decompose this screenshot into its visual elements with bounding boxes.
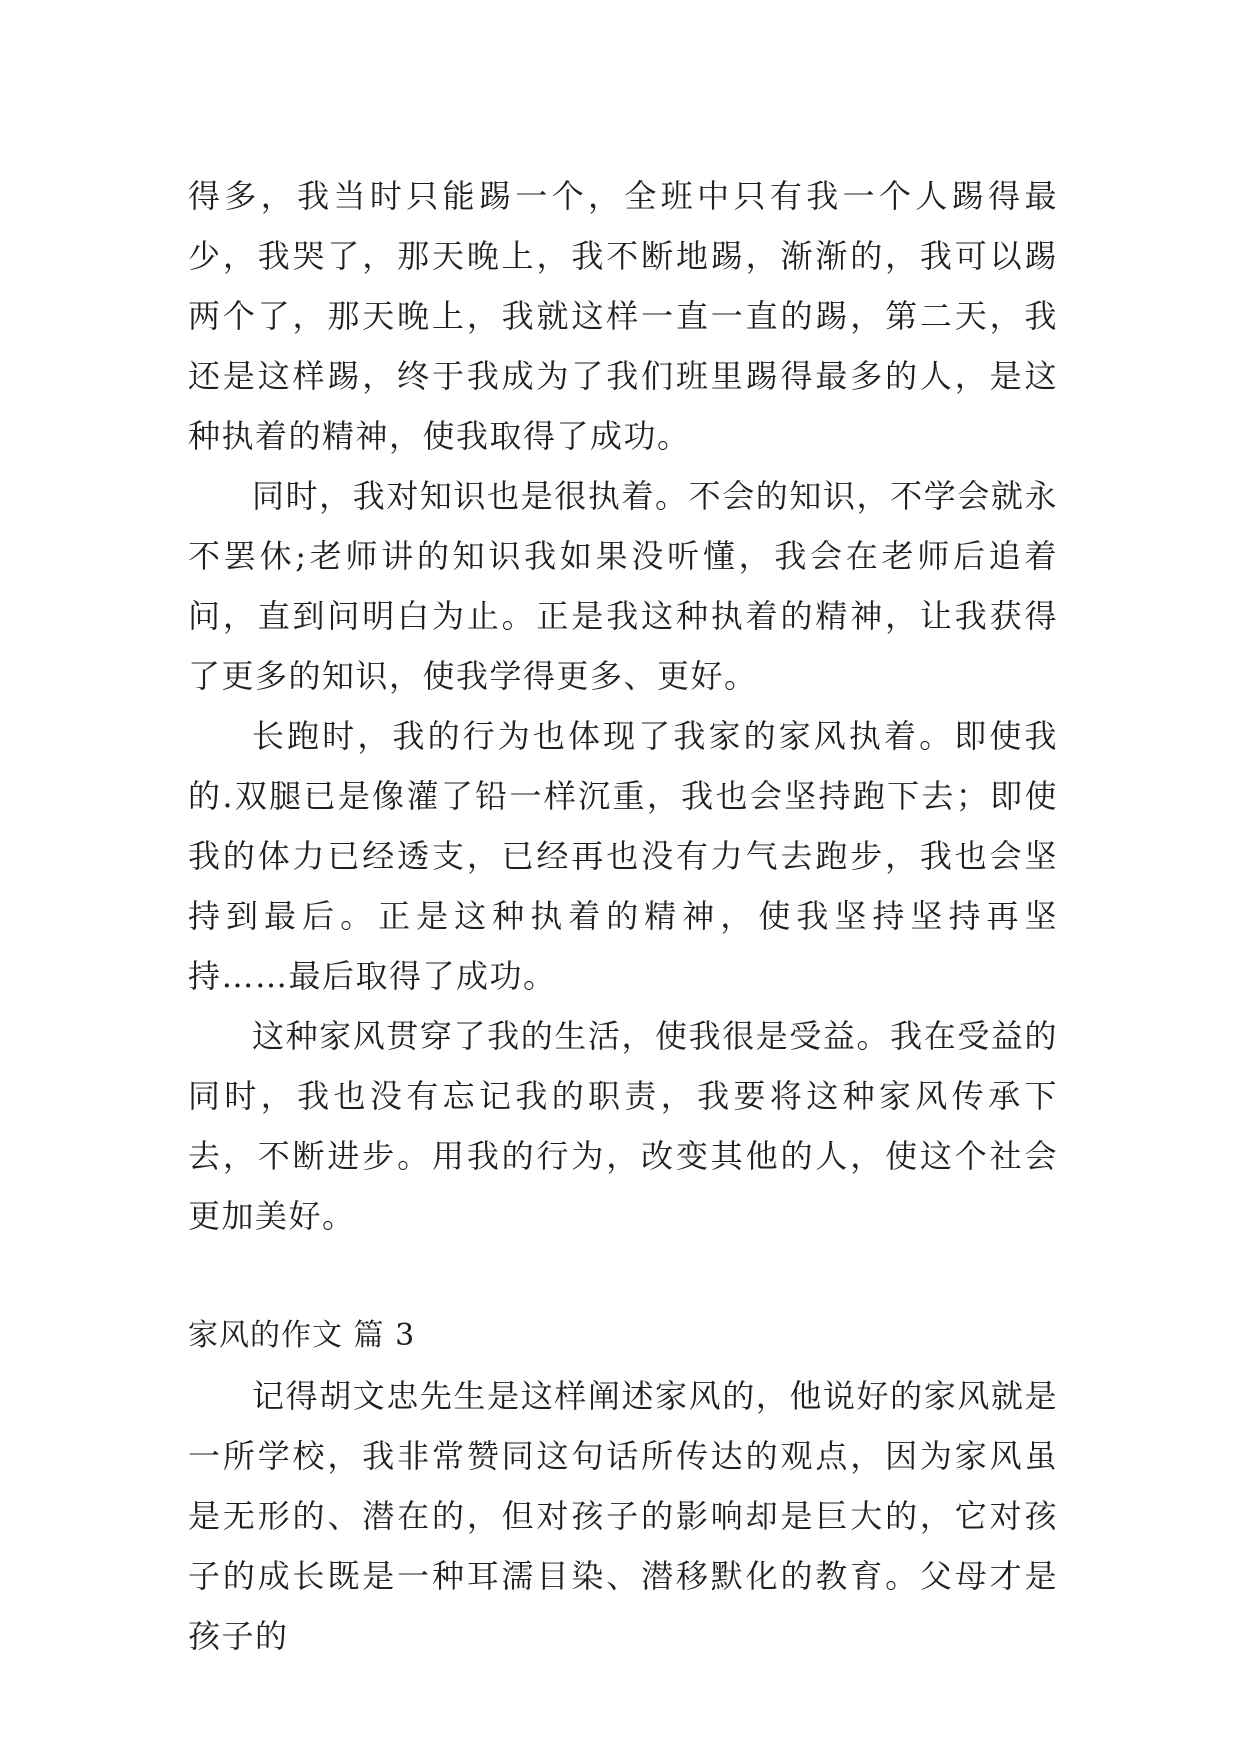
paragraph-continued: 得多，我当时只能踢一个，全班中只有我一个人踢得最少，我哭了，那天晚上，我不断地踢，渐渐的，我可以踢两个了，那天晚上，我就这样一直一直的踢，第二天，我还是这样踢，终于我成为了我们班里踢得最多的人，是这种执着的精神，使我取得了成功。 [188, 177, 1058, 455]
section-spacer [188, 1246, 1058, 1306]
paragraph-running: 长跑时，我的行为也体现了我家的家风执着。即使我的.双腿已是像灌了铅一样沉重，我也会坚持跑下去；即使我的体力已经透支，已经再也没有力气去跑步，我也会坚持到最后。正是这种执着的精神，使我坚持坚持再坚持……最后取得了成功。 [188, 717, 1058, 995]
paragraph-knowledge: 同时，我对知识也是很执着。不会的知识，不学会就永不罢休;老师讲的知识我如果没听懂，我会在老师后追着问，直到问明白为止。正是我这种执着的精神，让我获得了更多的知识，使我学得更多、更好。 [188, 477, 1058, 695]
section-title: 家风的作文 篇 3 [188, 1318, 416, 1353]
paragraph-family-tradition: 这种家风贯穿了我的生活，使我很是受益。我在受益的同时，我也没有忘记我的职责，我要将这种家风传承下去，不断进步。用我的行为，改变其他的人，使这个社会更加美好。 [188, 1017, 1058, 1235]
paragraph-section-3: 记得胡文忠先生是这样阐述家风的，他说好的家风就是一所学校，我非常赞同这句话所传达的观点，因为家风虽是无形的、潜在的，但对孩子的影响却是巨大的，它对孩子的成长既是一种耳濡目染、潜移默化的教育。父母才是孩子的 [188, 1377, 1058, 1655]
document-body [188, 166, 1058, 1666]
